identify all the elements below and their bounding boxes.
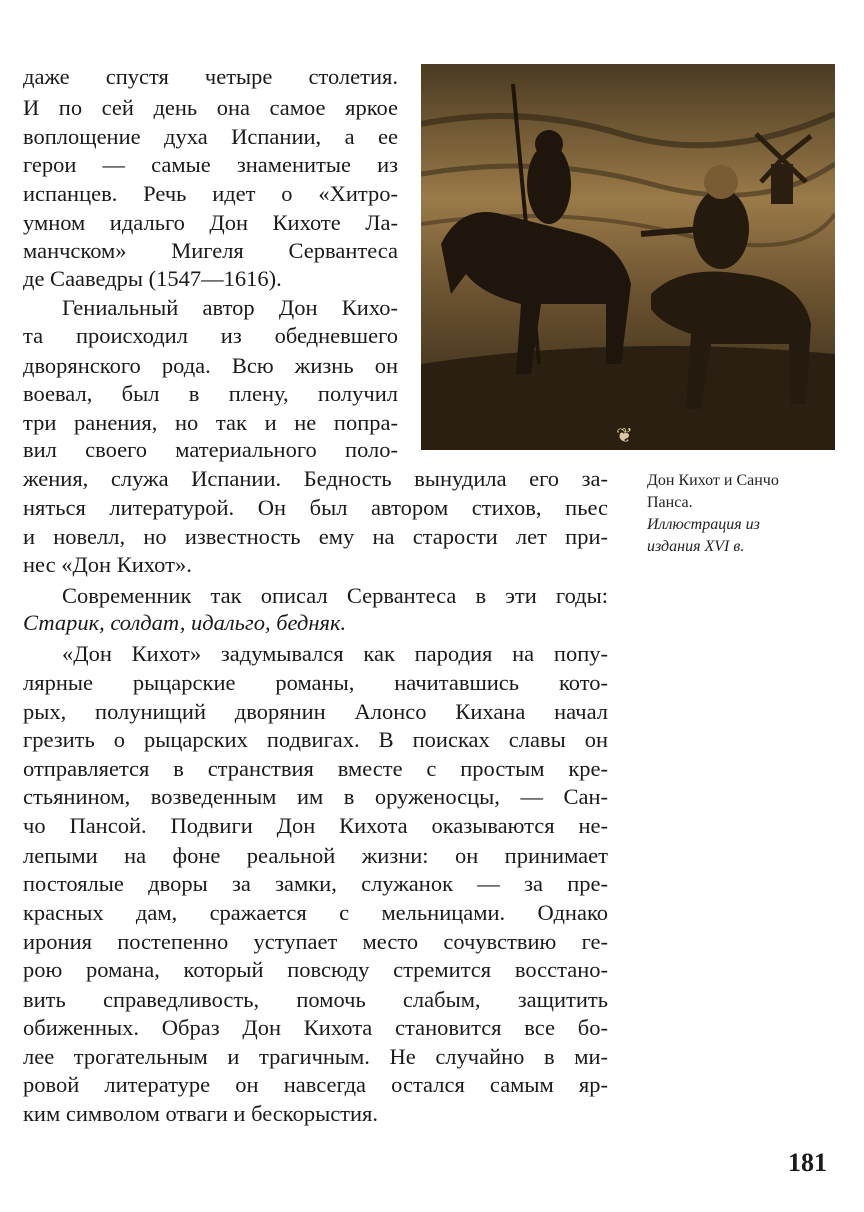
body-text-line: жения, служа Испании. Бедность вынудила его за- [23,466,608,491]
body-text-line: стьянином, возведенным им в оруженосцы, — Сан- [23,784,608,809]
body-text-line: Гениальный автор Дон Кихо- [62,295,398,320]
body-text-line: дворянского рода. Всю жизнь он [23,353,398,378]
don-quixote-illustration [421,64,835,450]
body-text-line: Современник так описал Сервантеса в эти годы: [62,583,608,608]
ornament-icon: ❦ [616,423,633,447]
caption-source-cont: издания XVI в. [647,538,745,555]
body-text-line: постоялые дворы за замки, служанок — за пре- [23,871,608,896]
body-text-line: обиженных. Образ Дон Кихота становится все бо- [23,1015,608,1040]
body-text-line: няться литературой. Он был автором стихов, пьес [23,495,608,520]
body-text-line: та происходил из обедневшего [23,323,398,348]
body-text-line: воплощение духа Испании, а ее [23,124,398,149]
body-text-line: манчском» Мигеля Сервантеса [23,238,398,263]
body-text-line: «Дон Кихот» задумывался как пародия на попу- [62,641,608,666]
body-text-line: лепыми на фоне реальной жизни: он принимает [23,843,608,868]
body-text-line: воевал, был в плену, получил [23,381,398,406]
body-text-line: и новелл, но известность ему на старости лет при- [23,524,608,549]
body-text-line: лее трогательным и трагичным. Не случайно в ми- [23,1044,608,1069]
body-text-line: ирония постепенно уступает место сочувствию ге- [23,929,608,954]
caption-title-cont: Панса. [647,494,693,511]
body-text-line: герои — самые знаменитые из [23,152,398,177]
body-text-line: вить справедливость, помочь слабым, защитить [23,987,608,1012]
figure-caption [647,470,847,558]
body-text-line: отправляется в странствия вместе с простым кре- [23,756,608,781]
body-text-line: ким символом отваги и бескорыстия. [23,1101,379,1126]
body-text-line: ровой литературе он навсегда остался самым яр- [23,1072,608,1097]
body-text-line: три ранения, но так и не попра- [23,410,398,435]
caption-title: Дон Кихот и Санчо [647,472,779,489]
body-text-line: вил своего материального поло- [23,437,398,462]
body-text-line: рою романа, который повсюду стремится восстано- [23,957,608,982]
body-text-line: лярные рыцарские романы, начитавшись кото- [23,670,608,695]
body-text-line: умном идальго Дон Кихоте Ла- [23,210,398,235]
body-text-line: даже спустя четыре столетия. [23,64,398,89]
page-number: 181 [788,1148,827,1177]
body-text-line: И по сей день она самое яркое [23,95,398,120]
body-text-line: Старик, солдат, идальго, бедняк. [23,610,347,635]
body-text-line: де Сааведры (1547—1616). [23,266,282,291]
caption-source: Иллюстрация из [647,516,760,533]
body-text-line: чо Пансой. Подвиги Дон Кихота оказываются не- [23,813,608,838]
body-text-line: грезить о рыцарских подвигах. В поисках славы он [23,727,608,752]
body-text-line: рых, полунищий дворянин Алонсо Кихана начал [23,699,608,724]
body-text-line: испанцев. Речь идет о «Хитро- [23,181,398,206]
illustration-artwork [421,64,835,450]
body-text-line: нес «Дон Кихот». [23,552,192,577]
body-text-line: красных дам, сражается с мельницами. Однако [23,900,608,925]
